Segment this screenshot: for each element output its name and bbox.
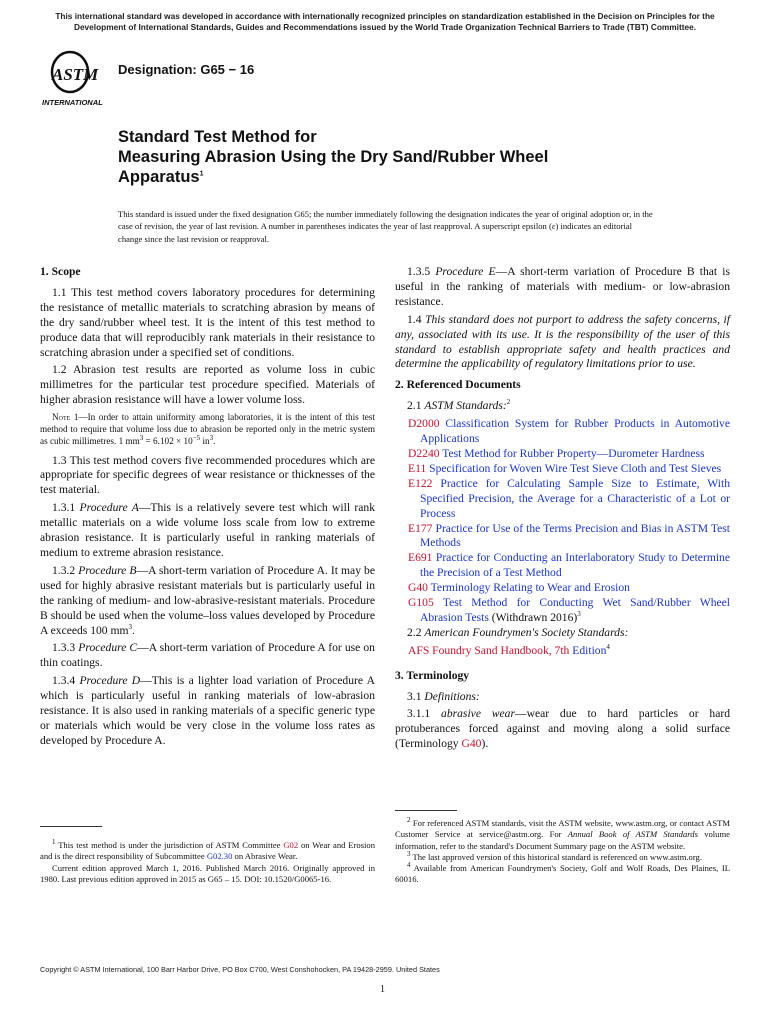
footnote-rule-right [395,810,457,811]
note-label: Note [52,412,71,423]
astm-standards-label: 2.1 ASTM Standards:$^2$ [407,398,511,413]
section-heading-scope: 1. Scope [40,265,81,278]
svg-text:INTERNATIONAL: INTERNATIONAL [42,98,103,107]
ref-afs-handbook[interactable]: AFS Foundry Sand Handbook, 7th Edition$^4$ [408,642,610,657]
ref-e177[interactable]: E177 Practice for Use of the Terms Precision and Bias in ASTM Test Methods [408,521,730,550]
footnote-1: $^1$ This test method is under the jurisdiction of ASTM Committee G02 on Wear and Erosion and is the direct responsibility of Subcommittee G02.30 on Abrasive Wear. [40,838,375,862]
title-line-2: Measuring Abrasion Using the Dry Sand/Rubber Wheel [118,148,549,166]
note-1: Note 1—In order to attain uniformity among laboratories, it is the intent of this test method to require that volume loss due to abrasion be reported only in the metric system as cubic millimetres. 1 $mm^3 = 6.102 \times 10^{-5}$ $in^3$. [40,412,375,446]
ref-e691[interactable]: E691 Practice for Conducting an Interlaboratory Study to Determine the Precision of a Test Method [408,551,730,580]
left-column [40,265,375,752]
procedure-e: 1.3.5 Procedure E—A short-term variation of Procedure B that is useful in the ranking of materials with medium- or low-abrasion resistance. [395,265,731,308]
footnote-3: $^3$ The last approved version of this historical standard is referenced on www.astm.org. [407,850,702,862]
procedure-c: 1.3.3 Procedure C—A short-term variation of Procedure A for use on thin coatings. [40,641,375,670]
procedure-b: 1.3.2 Procedure B—A short-term variation of Procedure A. It may be used for highly abrasive resistant materials but is particularly useful in the ranking of medium- and low-abrasive-resistant materials. Procedure B should be used when the volume–loss values developed by Procedure A exceeds 100 $mm^3$. [40,563,375,637]
paragraph-1-2: 1.2 Abrasion test results are reported as volume loss in cubic millimetres for the particular test procedure specified. Materials of higher abrasion resistance will have a lower volume loss. [40,363,375,407]
definition-abrasive-wear: 3.1.1 abrasive wear—wear due to hard particles or hard protuberances forced against and moving along a solid surface (Terminology G40). [395,707,730,751]
section-heading-referenced-documents: 2. Referenced Documents [395,378,521,392]
paragraph-1-3: 1.3 This test method covers five recommended procedures which are appropriate for specific degrees of wear resistance or thicknesses of the test material. [40,453,375,497]
title-line-3: Apparatus [118,168,200,186]
designation: Designation: G65 − 16 [118,62,255,77]
paragraph-1-1: 1.1 This test method covers laboratory procedures for determining the resistance of metallic materials to scratching abrasion by means of the dry sand/rubber wheel test. It is the intent of this test method to produce data that will reproducibly rank materials in their resistance to scratching abrasion under a specified set of conditions. [40,285,375,359]
title-footnote-mark: 1 [199,170,204,178]
afs-standards-label: 2.2 American Foundrymen's Society Standards: [407,625,629,639]
copyright-line: Copyright © ASTM International, 100 Barr Harbor Drive, PO Box C700, West Conshohocken, PA 19428-2959. United States [40,965,440,974]
footnote-rule-left [40,826,102,827]
link-g40[interactable]: G40 [461,737,482,751]
ref-d2000[interactable]: D2000 Classification System for Rubber Products in Automotive Applications [408,417,730,446]
page-number: 1 [380,984,385,995]
svg-text:ASTM: ASTM [52,65,99,84]
ref-g40[interactable]: G40 Terminology Relating to Wear and Erosion [408,581,630,595]
section-heading-terminology: 3. Terminology [395,668,470,682]
definitions-label: 3.1 Definitions: [407,689,480,703]
procedure-a: 1.3.1 Procedure A—This is a relatively severe test which will rank metallic materials on a wide volume loss scale from low to extreme abrasion resistance. It is particularly useful in ranking materials of medium to extreme abrasion resistance. [40,501,376,559]
footnote-2: $^2$ For referenced ASTM standards, visit the ASTM website, www.astm.org, or contact ASTM Customer Service at service@astm.org. For Annual Book of ASTM Standards volume information, refer to the standard's Document Summary page on the ASTM website. [395,816,730,851]
footnotes-left [40,840,375,885]
ref-d2240[interactable]: D2240 Test Method for Rubber Property—Durometer Hardness [408,446,705,460]
ref-g105[interactable]: G105 Test Method for Conducting Wet Sand/Rubber Wheel Abrasion Tests (Withdrawn 2016)$^3$ [408,596,730,624]
top-notice: This international standard was developed in accordance with internationally recognized principles on standardization established in the Decision on Principles for the Development of International Standards, Guides and Recommendations issued by the World Trade Organization Technical Barriers to Trade (TBT) Committee. [55,11,715,32]
link-g02-30[interactable]: G02.30 [206,851,233,862]
ref-e122[interactable]: E122 Practice for Calculating Sample Size to Estimate, With Specified Precision, the Average for a Characteristic of a Lot or Process [408,476,730,520]
footnotes-right [395,818,730,886]
title-line-1: Standard Test Method for [118,128,317,146]
link-g02[interactable]: G02 [283,840,299,850]
ref-e11[interactable]: E11 Specification for Woven Wire Test Sieve Cloth and Test Sieves [408,461,722,475]
preamble: This standard is issued under the fixed designation G65; the number immediately following the designation indicates the year of original adoption or, in the case of revision, the year of last revision. A number in parentheses indicates the year of last reapproval. A superscript epsilon (ε) indicates an editorial change since the last revision or reapproval. [118,209,653,244]
document-title [118,127,678,187]
footnote-4: $^4$ Available from American Foundrymen's Society, Golf and Wolf Roads, Des Plaines, IL 60016. [395,861,730,885]
astm-logo [40,50,112,108]
footnote-edition: Current edition approved March 1, 2016. Published March 2016. Originally approved in 1980. Last previous edition approved in 2015 as G65 – 15. DOI: 10.1520/G0065-16. [40,862,375,884]
paragraph-1-4: 1.4 This standard does not purport to address the safety concerns, if any, associated with its use. It is the responsibility of the user of this standard to establish appropriate safety and health practices and determine the applicability of regulatory limitations prior to use. [395,312,730,371]
procedure-d: 1.3.4 Procedure D—This is a lighter load variation of Procedure A which is particularly useful in ranking materials of low-abrasion resistance. It is also used in ranking materials of a specific generic type or materials which would be very close in the volume loss rates as developed by Procedure A. [40,674,375,747]
right-column [395,265,730,755]
